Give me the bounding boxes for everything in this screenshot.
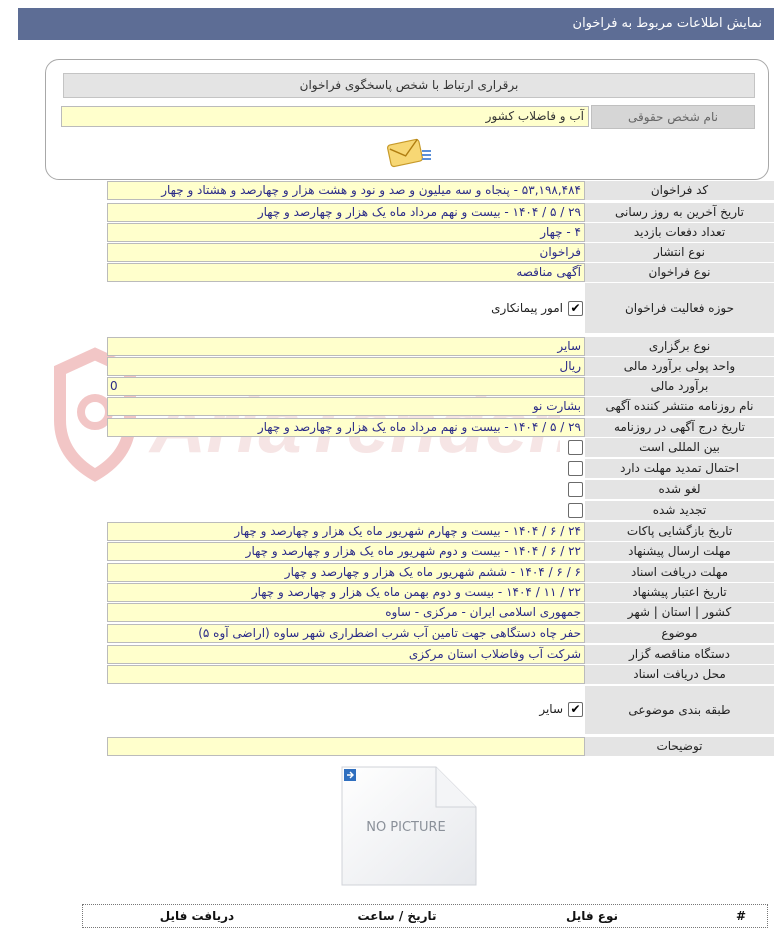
extension-wrap	[107, 459, 585, 478]
label-organizer: دستگاه مناقصه گزار	[585, 645, 774, 664]
activity-option-label: امور پیمانکاری	[491, 301, 563, 315]
label-publish-type: نوع انتشار	[585, 243, 774, 262]
label-call-type: نوع فراخوان	[585, 263, 774, 282]
row-renewed	[107, 501, 774, 520]
row-newspaper	[107, 397, 774, 416]
value-organizer: شرکت آب وفاضلاب استان مرکزی	[107, 645, 585, 664]
contact-person-button[interactable]: برقراری ارتباط با شخص پاسخگوی فراخوان	[63, 73, 755, 98]
value-description	[107, 737, 585, 756]
row-submit-deadline	[107, 542, 774, 561]
row-doc-place	[107, 665, 774, 684]
label-subject: موضوع	[585, 624, 774, 643]
label-renewed: تجدید شده	[585, 501, 774, 520]
page-header	[18, 8, 774, 40]
label-code: کد فراخوان	[585, 181, 774, 200]
page-title: نمایش اطلاعات مربوط به فراخوان	[572, 16, 762, 31]
row-description	[107, 737, 774, 756]
no-picture-text: NO PICTURE	[366, 820, 446, 835]
label-newspaper: نام روزنامه منتشر کننده آگهی	[585, 397, 774, 416]
value-publish-type: فراخوان	[107, 243, 585, 262]
label-opening-date: تاریخ بازگشایی پاکات	[585, 522, 774, 541]
category-options	[107, 686, 585, 734]
label-category: طبقه بندی موضوعی	[585, 686, 774, 734]
renewed-wrap	[107, 501, 585, 520]
row-doc-deadline	[107, 563, 774, 582]
value-subject: حفر چاه دستگاهی جهت تامین آب شرب اضطراری شهر ساوه (اراضی آوه ۵)	[107, 624, 585, 643]
row-estimate	[107, 377, 774, 396]
label-newspaper-date: تاریخ درج آگهی در روزنامه	[585, 418, 774, 437]
value-code: ۵۳,۱۹۸,۴۸۴ - پنجاه و سه میلیون و صد و نود و هشت هزار و چهارصد و هشتاد و چهار	[107, 181, 585, 200]
international-checkbox[interactable]	[568, 440, 583, 455]
label-estimate: برآورد مالی	[585, 377, 774, 396]
row-extension	[107, 459, 774, 478]
col-date-time: تاریخ / ساعت	[357, 909, 437, 923]
row-opening-date	[107, 522, 774, 541]
category-option-label: سایر	[539, 702, 563, 716]
label-currency: واحد پولی برآورد مالی	[585, 357, 774, 376]
row-location	[107, 603, 774, 622]
label-doc-deadline: مهلت دریافت اسناد	[585, 563, 774, 582]
value-validity: ۲۲ / ۱۱ / ۱۴۰۴ - بیست و دوم بهمن ماه یک هزار و چهارصد و چهار	[107, 583, 585, 602]
row-category	[107, 686, 774, 734]
label-extension: احتمال تمدید مهلت دارد	[585, 459, 774, 478]
row-cancelled	[107, 480, 774, 499]
value-newspaper: بشارت نو	[107, 397, 585, 416]
label-visits: تعداد دفعات بازدید	[585, 223, 774, 242]
activity-checkbox[interactable]: ✔	[568, 301, 583, 316]
row-newspaper-date	[107, 418, 774, 437]
cancelled-checkbox[interactable]	[568, 482, 583, 497]
label-location: کشور | استان | شهر	[585, 603, 774, 622]
renewed-checkbox[interactable]	[568, 503, 583, 518]
value-holding-type: سایر	[107, 337, 585, 356]
no-picture-image	[336, 763, 482, 888]
row-visits	[107, 223, 774, 242]
label-last-update: تاریخ آخرین به روز رسانی	[585, 203, 774, 222]
label-holding-type: نوع برگزاری	[585, 337, 774, 356]
value-last-update: ۲۹ / ۵ / ۱۴۰۴ - بیست و نهم مرداد ماه یک هزار و چهارصد و چهار	[107, 203, 585, 222]
label-validity: تاریخ اعتبار پیشنهاد	[585, 583, 774, 602]
value-estimate: 0	[107, 377, 585, 396]
activity-options	[107, 283, 585, 333]
row-organizer	[107, 645, 774, 664]
value-call-type: آگهی مناقصه	[107, 263, 585, 282]
extension-checkbox[interactable]	[568, 461, 583, 476]
col-download: دریافت فایل	[159, 909, 235, 923]
label-description: توضیحات	[585, 737, 774, 756]
value-newspaper-date: ۲۹ / ۵ / ۱۴۰۴ - بیست و نهم مرداد ماه یک هزار و چهارصد و چهار	[107, 418, 585, 437]
label-cancelled: لغو شده	[585, 480, 774, 499]
value-doc-deadline: ۶ / ۶ / ۱۴۰۴ - ششم شهریور ماه یک هزار و چهارصد و چهار	[107, 563, 585, 582]
row-call-type	[107, 263, 774, 282]
col-index: #	[735, 909, 747, 923]
row-international	[107, 438, 774, 457]
value-opening-date: ۲۴ / ۶ / ۱۴۰۴ - بیست و چهارم شهریور ماه یک هزار و چهارصد و چهار	[107, 522, 585, 541]
cancelled-wrap	[107, 480, 585, 499]
entity-label: نام شخص حقوقی	[591, 105, 755, 129]
value-submit-deadline: ۲۲ / ۶ / ۱۴۰۴ - بیست و دوم شهریور ماه یک هزار و چهارصد و چهار	[107, 542, 585, 561]
files-table-header	[82, 904, 768, 928]
envelope-icon[interactable]	[387, 138, 433, 170]
category-checkbox[interactable]: ✔	[568, 702, 583, 717]
value-currency: ریال	[107, 357, 585, 376]
col-file-type: نوع فایل	[566, 909, 618, 923]
row-code	[107, 181, 774, 200]
label-activity: حوزه فعالیت فراخوان	[585, 283, 774, 333]
entity-value: آب و فاضلاب کشور	[61, 106, 589, 127]
value-visits: ۴ - چهار	[107, 223, 585, 242]
value-location: جمهوری اسلامی ایران - مرکزی - ساوه	[107, 603, 585, 622]
label-international: بین المللی است	[585, 438, 774, 457]
label-submit-deadline: مهلت ارسال پیشنهاد	[585, 542, 774, 561]
contact-panel	[45, 59, 769, 180]
row-validity	[107, 583, 774, 602]
row-holding-type	[107, 337, 774, 356]
row-currency	[107, 357, 774, 376]
row-last-update	[107, 203, 774, 222]
label-doc-place: محل دریافت اسناد	[585, 665, 774, 684]
international-wrap	[107, 438, 585, 457]
value-doc-place	[107, 665, 585, 684]
row-activity	[107, 283, 774, 333]
row-publish-type	[107, 243, 774, 262]
row-subject	[107, 624, 774, 643]
